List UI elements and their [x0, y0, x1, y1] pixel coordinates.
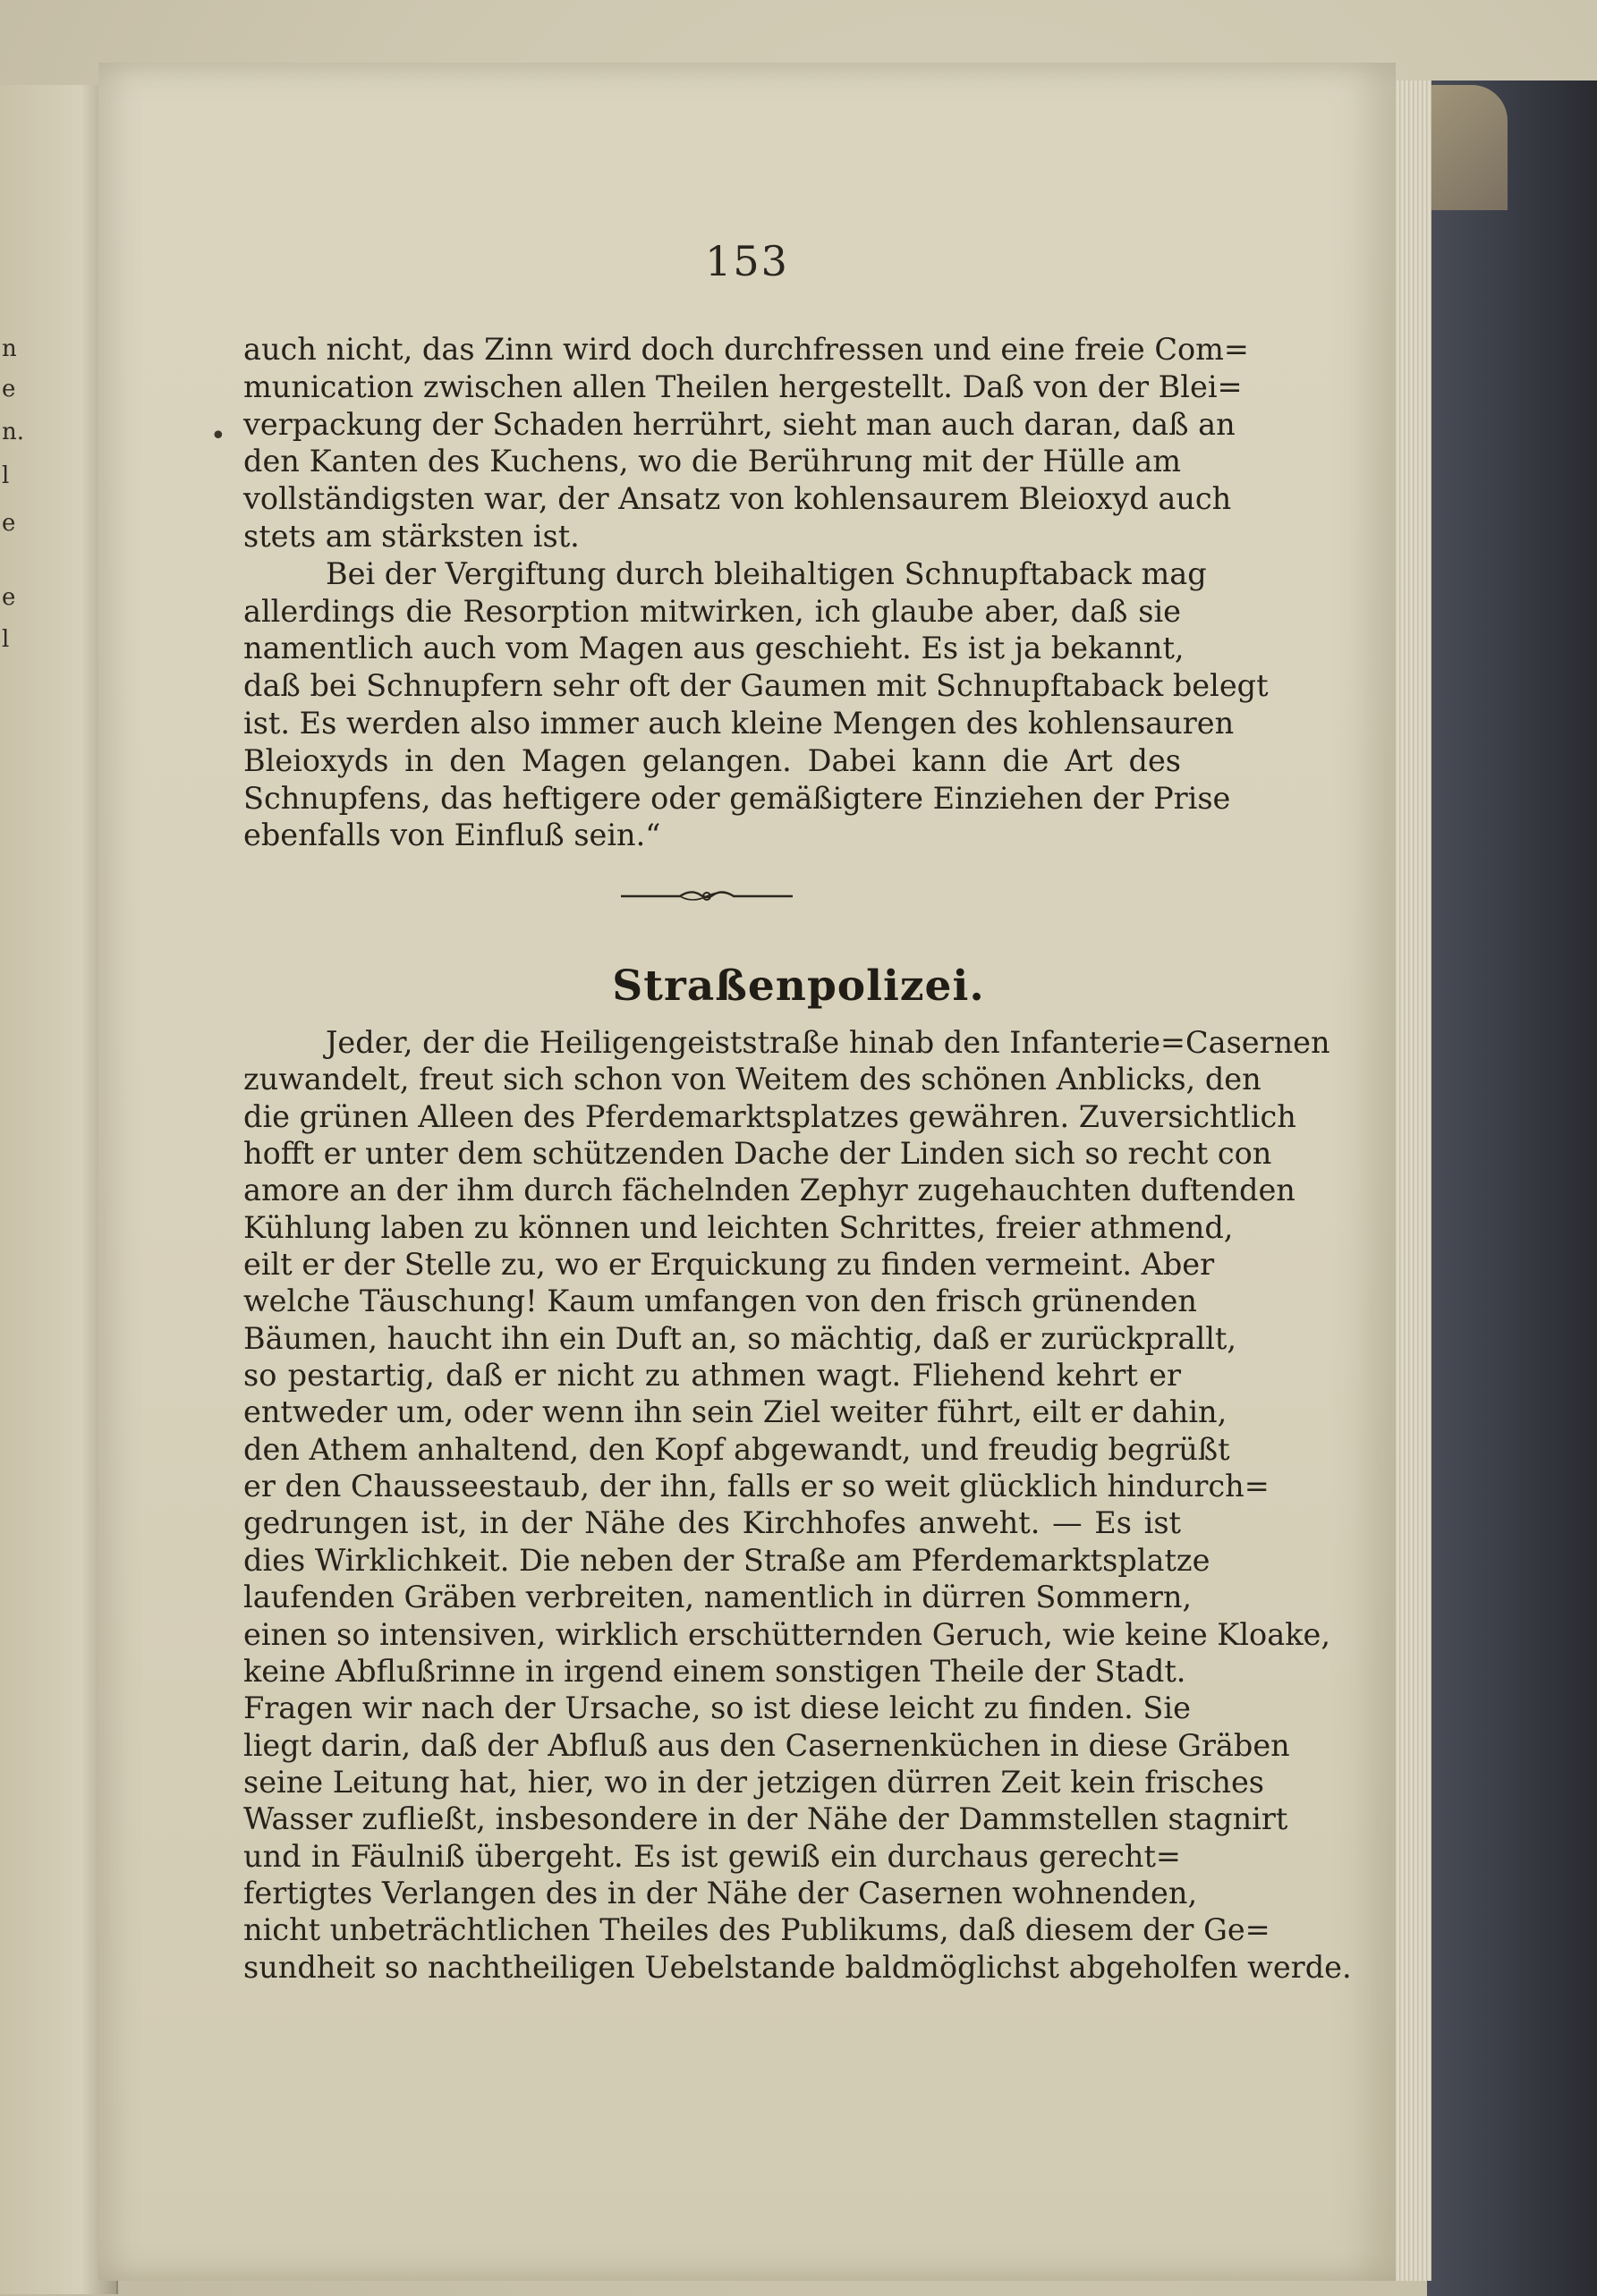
- left-page-fragment: n.: [2, 419, 25, 445]
- text-line: nicht unbeträchtlichen Theiles des Publikums, daß diesem der Ge=: [243, 1912, 1270, 1948]
- text-line: Schnupfens, das heftigere oder gemäßigtere Einziehen der Prise: [243, 780, 1231, 816]
- text-line: ist. Es werden also immer auch kleine Mengen des kohlensauren: [243, 705, 1235, 741]
- text-line: daß bei Schnupfern sehr oft der Gaumen mit Schnupftaback belegt: [243, 668, 1269, 704]
- text-line: er den Chausseestaub, der ihn, falls er so weit glücklich hindurch=: [243, 1469, 1270, 1504]
- left-page-fragment: n: [2, 335, 17, 362]
- text-line: gedrungen ist, in der Nähe des Kirchhofes anweht. — Es ist: [243, 1505, 1181, 1541]
- text-line: allerdings die Resorption mitwirken, ich glaube aber, daß sie: [243, 593, 1181, 629]
- ornament-divider: [617, 885, 796, 907]
- margin-dot: •: [210, 420, 226, 452]
- text-line: einen so intensiven, wirklich erschütternden Geruch, wie keine Kloake,: [243, 1616, 1330, 1652]
- text-line: Jeder, der die Heiligengeiststraße hinab den Infanterie=Casernen: [326, 1025, 1330, 1060]
- text-line: dies Wirklichkeit. Die neben der Straße am Pferdemarktsplatze: [243, 1542, 1210, 1578]
- text-line: sundheit so nachtheiligen Uebelstande baldmöglichst abgeholfen werde.: [243, 1949, 1352, 1985]
- text-line: stets am stärksten ist.: [243, 518, 580, 554]
- text-line: entweder um, oder wenn ihn sein Ziel weiter führt, eilt er dahin,: [243, 1394, 1227, 1430]
- left-page-fragment: l: [2, 626, 10, 653]
- text-line: keine Abflußrinne in irgend einem sonstigen Theile der Stadt.: [243, 1653, 1186, 1689]
- text-line: Bei der Vergiftung durch bleihaltigen Schnupftaback mag: [326, 555, 1207, 591]
- text-line: seine Leitung hat, hier, wo in der jetzigen dürren Zeit kein frisches: [243, 1764, 1264, 1800]
- text-line: auch nicht, das Zinn wird doch durchfressen und eine freie Com=: [243, 332, 1250, 367]
- text-line: fertigtes Verlangen des in der Nähe der Casernen wohnenden,: [243, 1875, 1198, 1911]
- text-line: Fragen wir nach der Ursache, so ist diese leicht zu finden. Sie: [243, 1690, 1191, 1726]
- body-text-section: [243, 1024, 1352, 1986]
- left-page-fragment: e: [2, 510, 16, 537]
- text-line: Kühlung laben zu können und leichten Schrittes, freier athmend,: [243, 1209, 1234, 1245]
- book-cover: [1427, 80, 1597, 2296]
- text-line: Wasser zufließt, insbesondere in der Nähe der Dammstellen stagnirt: [243, 1801, 1288, 1837]
- text-line: den Kanten des Kuchens, wo die Berührung mit der Hülle am: [243, 444, 1181, 479]
- left-page-fragment: e: [2, 376, 16, 402]
- text-line: ebenfalls von Einfluß sein.“: [243, 818, 661, 853]
- page-number: 153: [705, 237, 789, 285]
- text-line: eilt er der Stelle zu, wo er Erquickung zu finden vermeint. Aber: [243, 1247, 1215, 1283]
- text-line: die grünen Alleen des Pferdemarktsplatzes gewähren. Zuversichtlich: [243, 1098, 1296, 1134]
- left-page-fragment: e: [2, 584, 16, 611]
- section-heading: Straßenpolizei.: [612, 962, 985, 1011]
- text-line: munication zwischen allen Theilen hergestellt. Daß von der Blei=: [243, 369, 1243, 404]
- text-line: vollständigsten war, der Ansatz von kohlensaurem Bleioxyd auch: [243, 481, 1232, 517]
- text-line: namentlich auch vom Magen aus geschieht. Es ist ja bekannt,: [243, 631, 1185, 666]
- text-line: liegt darin, daß der Abfluß aus den Casernenküchen in diese Gräben: [243, 1727, 1290, 1763]
- text-line: so pestartig, daß er nicht zu athmen wagt. Fliehend kehrt er: [243, 1358, 1181, 1394]
- text-line: Bleioxyds in den Magen gelangen. Dabei kann die Art des: [243, 742, 1181, 778]
- text-line: laufenden Gräben verbreiten, namentlich in dürren Sommern,: [243, 1580, 1193, 1615]
- text-line: verpackung der Schaden herrührt, sieht man auch daran, daß an: [243, 406, 1236, 442]
- left-page-fragment: l: [2, 462, 10, 489]
- text-line: den Athem anhaltend, den Kopf abgewandt, und freudig begrüßt: [243, 1431, 1230, 1467]
- text-line: hofft er unter dem schützenden Dache der Linden sich so recht con: [243, 1136, 1272, 1172]
- text-line: zuwandelt, freut sich schon von Weitem des schönen Anblicks, den: [243, 1062, 1261, 1097]
- body-text-top: [243, 331, 1269, 854]
- text-line: amore an der ihm durch fächelnden Zephyr zugehauchten duftenden: [243, 1173, 1295, 1208]
- text-line: Bäumen, haucht ihn ein Duft an, so mächtig, daß er zurückprallt,: [243, 1320, 1237, 1356]
- text-line: und in Fäulniß übergeht. Es ist gewiß ein durchaus gerecht=: [243, 1838, 1181, 1874]
- text-line: welche Täuschung! Kaum umfangen von den frisch grünenden: [243, 1284, 1197, 1319]
